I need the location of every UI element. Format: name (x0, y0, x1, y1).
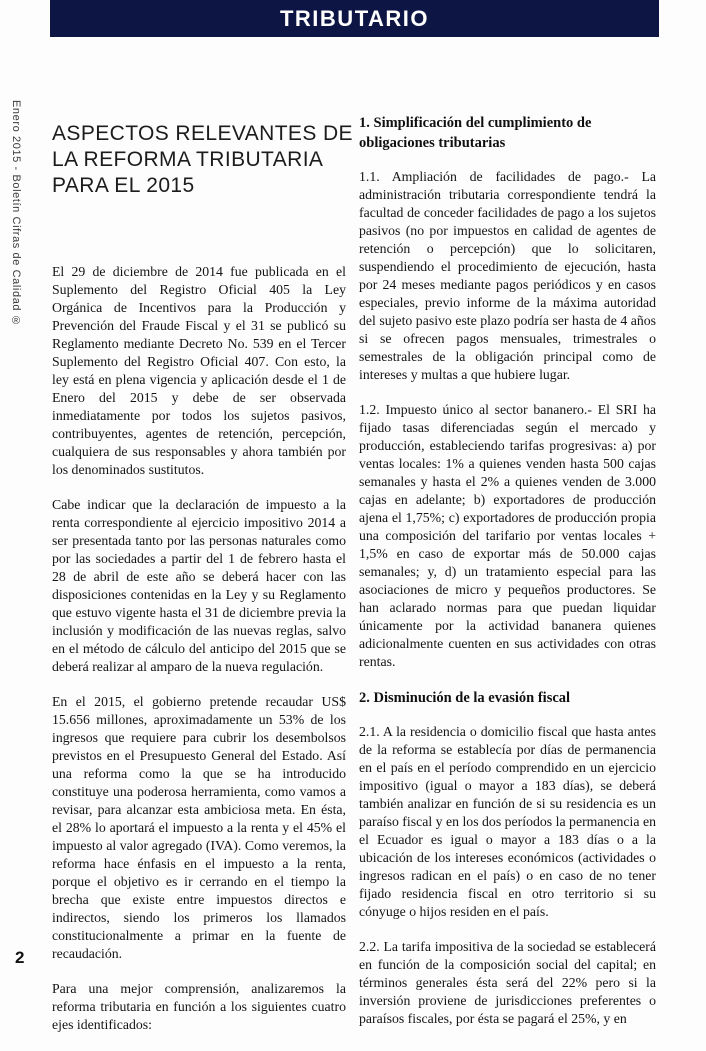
page-number: 2 (15, 948, 25, 967)
article-title-line-1: ASPECTOS RELEVANTES DE (52, 122, 353, 145)
paragraph-2-2-tarifa-impositiva: 2.2. La tarifa impositiva de la sociedad se establecerá en función de la composición social del capital; en términos generales ésta será del 22% pero si la inversión proviene de jurisdicciones preferentes o paraísos fiscales, por ésta se pagará el 25%, y en (359, 939, 656, 1026)
section-heading-evasion-fiscal: 2. Disminución de la evasión fiscal (359, 690, 571, 706)
article-title-line-2: LA REFORMA TRIBUTARIA (52, 148, 324, 171)
paragraph-declaracion: Cabe indicar que la declaración de impuesto a la renta correspondiente al ejercicio impositivo 2014 a ser presentada tanto por las personas naturales como por las sociedades a partir del 1 de febrero hasta el 28 de abril de este año se deberá hacer con las disposiciones contenidas en la Ley y su Reglamento que estuvo vigente hasta el 31 de diciembre previa la inclusión y modificación de las nuevas reglas, salvo en el método de cálculo del anticipo del 2015 que se deberá realizar al amparo de la nueva regulación. (52, 497, 346, 674)
right-column (359, 113, 656, 1045)
paragraph-recaudacion: En el 2015, el gobierno pretende recaudar US$ 15.656 millones, aproximadamente un 53% de los ingresos que requiere para cubrir los desembolsos previstos en el Presupuesto General del Estado. Así una reforma como la que se ha introducido constituye una poderosa herramienta, como vamos a revisar, para alcanzar esta ambiciosa meta. En ésta, el 28% lo aportará el impuesto a la renta y el 45% el impuesto al valor agregado (IVA). Como veremos, la reforma hace énfasis en el impuesto a la renta, porque el objetivo es ir cerrando en el tiempo la brecha que existe entre impuestos directos e indirectos, siendo los primeros los llamados constitucionalmente a primar en la fuente de recaudación. (52, 694, 346, 961)
article-title-line-3: PARA EL 2015 (52, 174, 195, 197)
section-heading-simplificacion: 1. Simplificación del cumplimiento de obligaciones tributarias (359, 115, 592, 151)
paragraph-1-1-facilidades-pago: 1.1. Ampliación de facilidades de pago.- La administración tributaria correspondiente tendrá la facultad de conceder facilidades de pago a los sujetos pasivos (no por impuestos en calidad de agentes de retención o percepción) que lo solicitaren, suspendiendo el procedimiento de ejecución, hasta por 24 meses mediante pagos periódicos y en casos especiales, previo informe de la máxima autoridad del sujeto pasivo este plazo podría ser hasta de 4 años si se ofrecen pagos mensuales, trimestrales o semestrales de la obligación principal como de intereses y multas a que hubiere lugar. (359, 169, 656, 382)
paragraph-2-1-residencia-fiscal: 2.1. A la residencia o domicilio fiscal que hasta antes de la reforma se establecía por días de permanencia en el país en el período comprendido en un ejercicio impositivo (igual o mayor a 183 días), se deberá también analizar en función de si su residencia es un paraíso fiscal y en los dos períodos la permanencia en el Ecuador es igual o mayor a 183 días o a la ubicación de los intereses económicos (actividades o ingresos radican en el país) o en caso de no tener fijado residencia fiscal en otro territorio si su cónyuge o hijos residen en el país. (359, 724, 656, 919)
sidebar-vertical-text: Enero 2015 - Boletín Cifras de Calidad ® (10, 100, 22, 328)
header-title: TRIBUTARIO (279, 5, 430, 31)
paragraph-ejes: Para una mejor comprensión, analizaremos la reforma tributaria en función a los siguientes cuatro ejes identificados: (52, 981, 346, 1032)
header-bar (50, 0, 659, 37)
left-column (52, 121, 353, 1051)
paragraph-1-2-sector-bananero: 1.2. Impuesto único al sector bananero.- El SRI ha fijado tasas diferenciadas según el mercado y producción, estableciendo tarifas progresivas: a) por ventas locales: 1% a quienes venden hasta 500 cajas semanales y hasta el 2% a quienes venden de 3.000 cajas en adelante; b) exportadores de producción ajena el 1,75%; c) exportadores de producción propia una composición del tarifario por ventas locales + 1,5% en caso de exportar más de 50.000 cajas semanales; y, d) un tratamiento especial para las asociaciones de micro y pequeños productores. Se han aclarado normas para que puedan liquidar únicamente por la actividad bananera quienes adicionalmente cuenten en sus actividades con otras rentas. (359, 402, 656, 669)
paragraph-publication: El 29 de diciembre de 2014 fue publicada en el Suplemento del Registro Oficial 405 la Ley Orgánica de Incentivos para la Producción y Prevención del Fraude Fiscal y el 31 se publicó su Reglamento mediante Decreto No. 539 en el Tercer Suplemento del Registro Oficial 407. Con esto, la ley está en plena vigencia y aplicación desde el 1 de Enero del 2015 y debe de ser observada inmediatamente por todos los sujetos pasivos, contribuyentes, agentes de retención, percepción, cualquiera de sus responsables y ahora también por los denominados sustitutos. (52, 264, 346, 477)
article-title (52, 121, 353, 199)
